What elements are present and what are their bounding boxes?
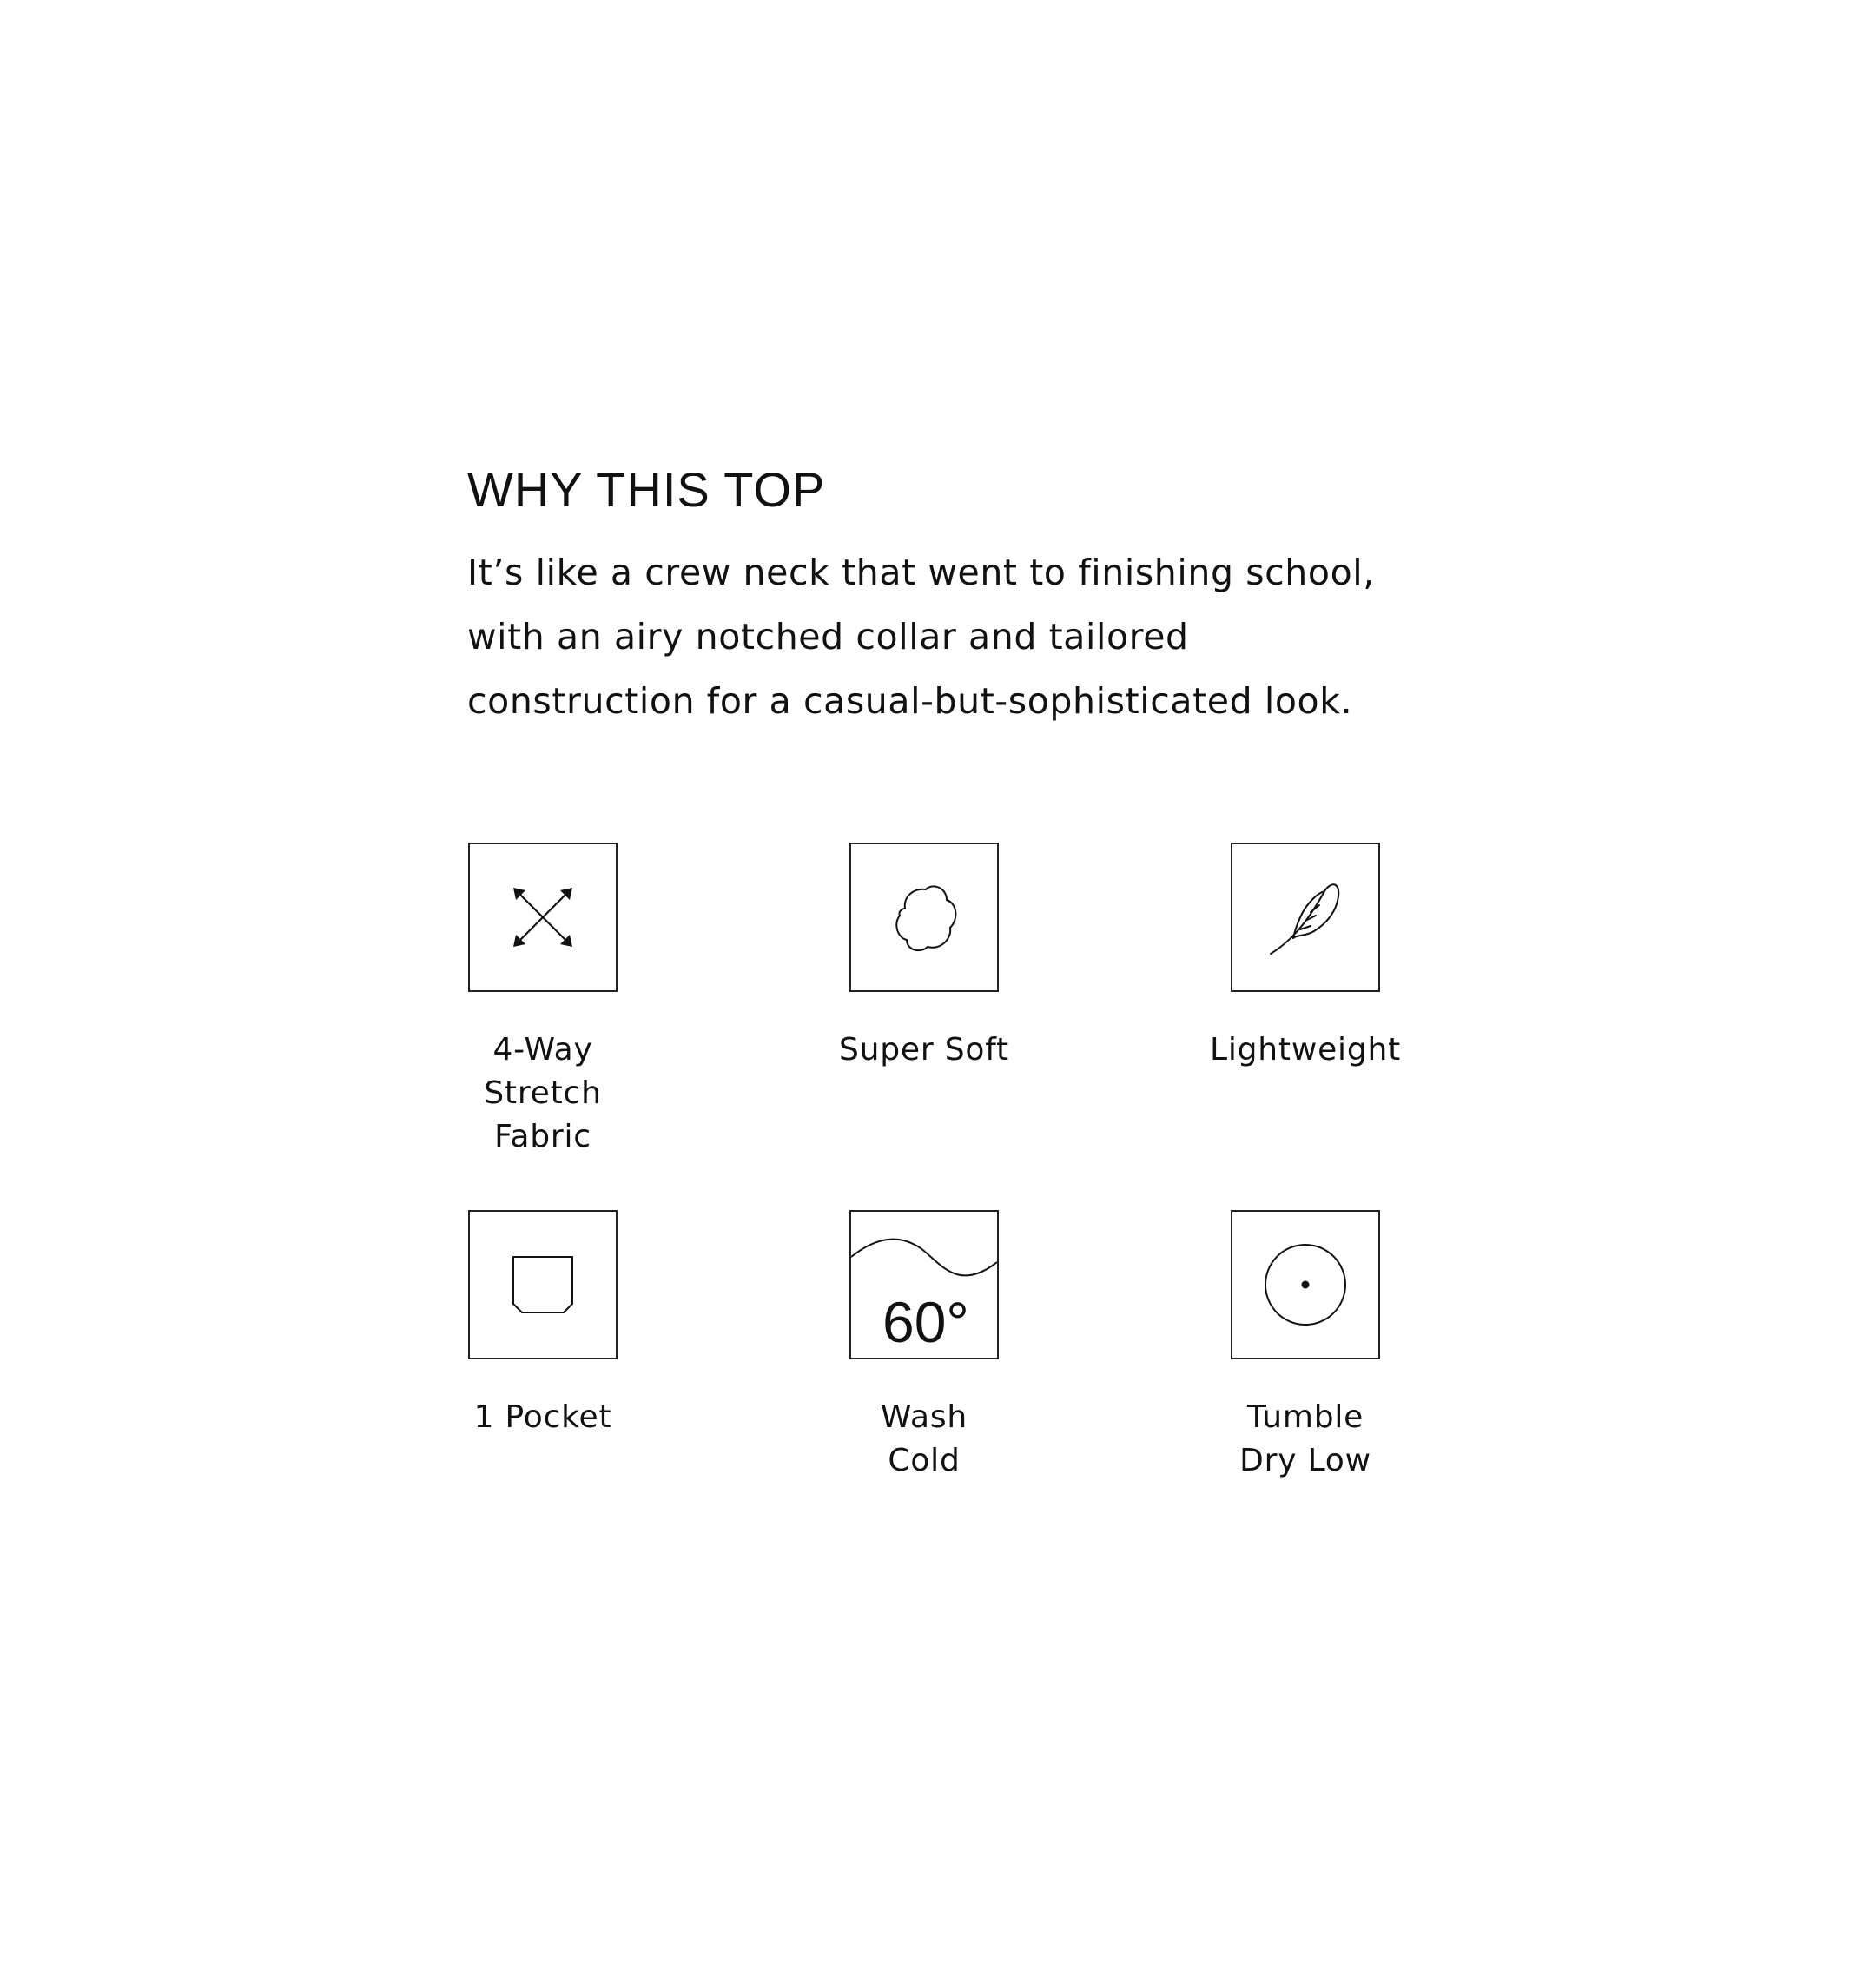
feature-label: Lightweight (1209, 1032, 1402, 1068)
section-title: WHY THIS TOP (467, 462, 826, 517)
feature-label: 1 Pocket (473, 1399, 612, 1435)
feature-item-tumble-dry (1230, 1210, 1381, 1534)
stretch-arrows-icon (468, 843, 618, 992)
feature-label: 4-Way Stretch Fabric (484, 1032, 602, 1154)
feature-label: Wash Cold (880, 1399, 968, 1478)
feature-item-super-soft (839, 843, 1009, 1167)
section-description: It’s like a crew neck that went to finishing school, with an airy notched collar and tailored construction for a casual-but-sophisticated look. (467, 552, 1375, 722)
wash-icon (849, 1210, 999, 1359)
feature-grid (467, 843, 1431, 1534)
feature-item-stretch (467, 843, 618, 1167)
feature-label: Tumble Dry Low (1239, 1399, 1371, 1478)
feature-item-lightweight (1209, 843, 1402, 1167)
tumble-dry-icon (1231, 1210, 1380, 1359)
feather-icon (1231, 843, 1380, 992)
feature-item-wash-cold (849, 1210, 1000, 1534)
wash-temperature: 60° (882, 1290, 969, 1354)
cloud-icon (849, 843, 999, 992)
pocket-icon (468, 1210, 618, 1359)
feature-item-pocket (467, 1210, 618, 1534)
why-this-top-section (467, 452, 1423, 1478)
feature-label: Super Soft (839, 1032, 1009, 1068)
